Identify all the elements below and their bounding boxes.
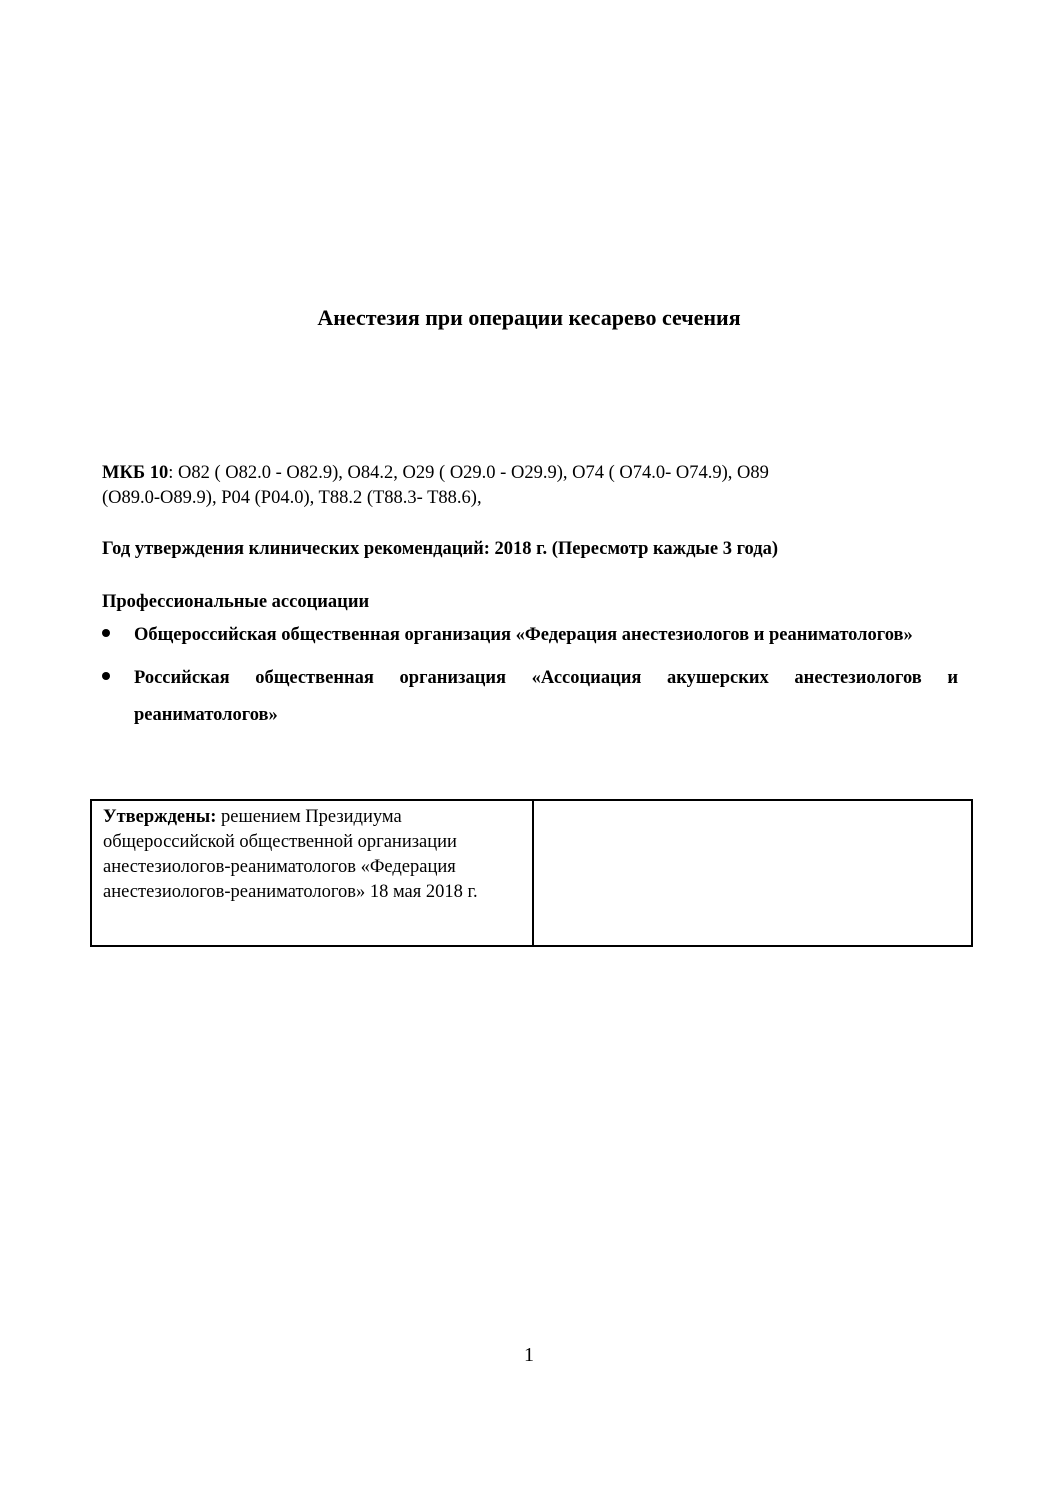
icd-codes [102, 461, 902, 511]
icd-codes-line1: : O82 ( O82.0 - O82.9), O84.2, O29 ( O29.0 - O29.9), O74 ( O74.0- O74.9), O89 [168, 463, 769, 483]
association-item [102, 660, 958, 734]
bullet-icon [102, 672, 110, 680]
approval-cell [91, 800, 533, 946]
document-title: Анестезия при операции кесарево сечения [317, 305, 741, 330]
approved-text: решением Президиума общероссийской общественной организации анестезиологов-реаниматологов «Федерация анестезиологов-реаниматологов» 18 мая 2018 г. [103, 807, 478, 902]
approved-label: Утверждены: [103, 807, 217, 827]
association-item [102, 617, 958, 654]
association-text: Общероссийская общественная организация «Федерация анестезиологов и реаниматологов» [134, 625, 913, 645]
approval-year: Год утверждения клинических рекомендаций: 2018 г. (Пересмотр каждые 3 года) [102, 539, 779, 559]
approval-table [90, 799, 973, 947]
bullet-icon [102, 629, 110, 637]
approval-empty-cell [533, 800, 972, 946]
approval-row [91, 800, 972, 946]
associations-heading: Профессиональные ассоциации [102, 592, 370, 612]
page-number: 1 [524, 1344, 534, 1366]
icd-label: МКБ 10 [102, 463, 169, 483]
association-text: Российская общественная организация «Ассоциация акушерских анестезиологов и реаниматологов» [134, 668, 958, 725]
icd-codes-line2: (O89.0-O89.9), P04 (P04.0), T88.2 (T88.3- T88.6), [102, 488, 482, 508]
associations-list [102, 617, 958, 734]
